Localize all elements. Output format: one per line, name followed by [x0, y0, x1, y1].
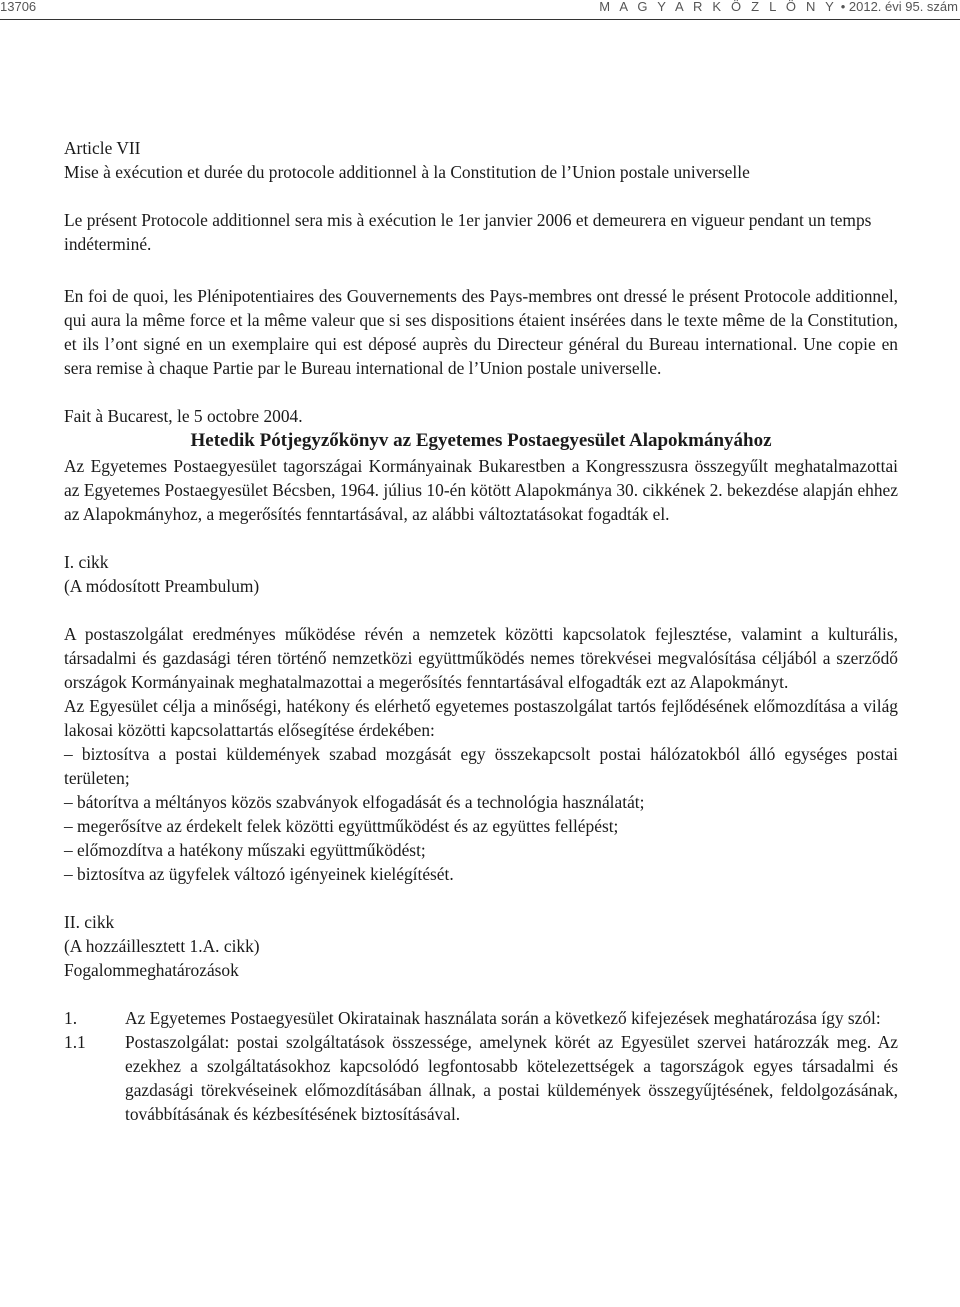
item-text: Postaszolgálat: postai szolgáltatások összessége, amelynek körét az Egyesület szervei határozzák meg. Az ezekhez a szolgáltatásokhoz kapcsolódó legfontosabb kötelezettségek a tagországok egyes társadalmi és gazdasági törekvéseinek előmozdításában állnak, a postai küldemények összegyűjtésének, feldolgozásának, továbbításának és kézbesítésének biztosításával. — [125, 1032, 898, 1124]
item-text: Az Egyetemes Postaegyesület Okiratainak használata során a következő kifejezések meghatározása így szól: — [125, 1008, 881, 1028]
protocol-heading: Hetedik Pótjegyzőkönyv az Egyetemes Postaegyesület Alapokmányához — [190, 430, 772, 451]
article-ii-heading: Fogalommeghatározások — [64, 960, 239, 980]
protocol-intro: Az Egyetemes Postaegyesület tagországai Kormányainak Bukarestben a Kongresszusra összegyűlt meghatalmazottai az Egyetemes Postaegyesület Bécsben, 1964. július 10-én kötött Alapokmánya 30. cikkének 2. bekezdése alapján ehhez az Alapokmányhoz, a megerősítés fenntartásával, az alábbi változtatásokat fogadták el. — [64, 456, 898, 524]
list-item: – biztosítva a postai küldemények szabad mozgását egy összekapcsolt postai hálózatokból álló egységes postai területen; — [64, 744, 898, 788]
page-header — [0, 0, 960, 14]
page-number: 13706 — [0, 0, 37, 14]
article-i-title: I. cikk — [64, 552, 109, 572]
list-item: – biztosítva az ügyfelek változó igényeinek kielégítését. — [64, 864, 454, 884]
bullet-separator: • — [840, 0, 846, 14]
running-title — [599, 0, 958, 14]
item-number: 1.1 — [64, 1032, 86, 1052]
article-ii-subtitle: (A hozzáillesztett 1.A. cikk) — [64, 936, 260, 956]
article-i-subtitle: (A módosított Preambulum) — [64, 576, 260, 596]
article-ii-title: II. cikk — [64, 912, 115, 932]
header-rule — [0, 19, 960, 20]
signing-place-date: Fait à Bucarest, le 5 octobre 2004. — [64, 406, 303, 426]
article-vii-para2: En foi de quoi, les Plénipotentiaires des Gouvernements des Pays-membres ont dressé le présent Protocole additionnel, qui aura la même force et la même valeur que si ses dispositions étaient insérées dans le texte même de la Constitution, et ils l’ont signé en un exemplaire qui est déposé auprès du Directeur général du Bureau international. Une copie en sera remise à chaque Partie par le Bureau international de l’Union postale universelle. — [64, 286, 898, 378]
article-i-para1: A postaszolgálat eredményes működése révén a nemzetek közötti kapcsolatok fejlesztése, valamint a kulturális, társadalmi és gazdasági téren történő nemzetközi együttműködés nemes törekvései megvalósítása céljából a szerződő országok Kormányainak meghatalmazottai a megerősítés fenntartásával elfogadták ezt az Alapokmányt. — [64, 624, 898, 692]
list-item: – megerősítve az érdekelt felek közötti együttműködést és az együttes fellépést; — [64, 816, 619, 836]
item-number: 1. — [64, 1008, 78, 1028]
article-i-para2: Az Egyesület célja a minőségi, hatékony és elérhető egyetemes postaszolgálat tartós fejlődésének előmozdítása a világ lakosai közötti kapcsolattartás elősegítése érdekében: — [64, 696, 898, 740]
list-item: – előmozdítva a hatékony műszaki együttműködést; — [64, 840, 426, 860]
article-vii-subtitle: Mise à exécution et durée du protocole additionnel à la Constitution de l’Union postale universelle — [64, 162, 750, 182]
article-vii-para1: Le présent Protocole additionnel sera mis à exécution le 1er janvier 2006 et demeurera en vigueur pendant un temps indéterminé. — [64, 210, 872, 254]
journal-title: M A G Y A R K Ö Z L Ö N Y — [599, 0, 838, 14]
numbered-item-1 — [64, 1006, 898, 1030]
numbered-item-1-1 — [64, 1030, 898, 1126]
article-vii-title: Article VII — [64, 138, 141, 158]
list-item: – bátorítva a méltányos közös szabványok elfogadását és a technológia használatát; — [64, 792, 645, 812]
issue-label: 2012. évi 95. szám — [848, 0, 958, 14]
document-body — [64, 136, 898, 1126]
